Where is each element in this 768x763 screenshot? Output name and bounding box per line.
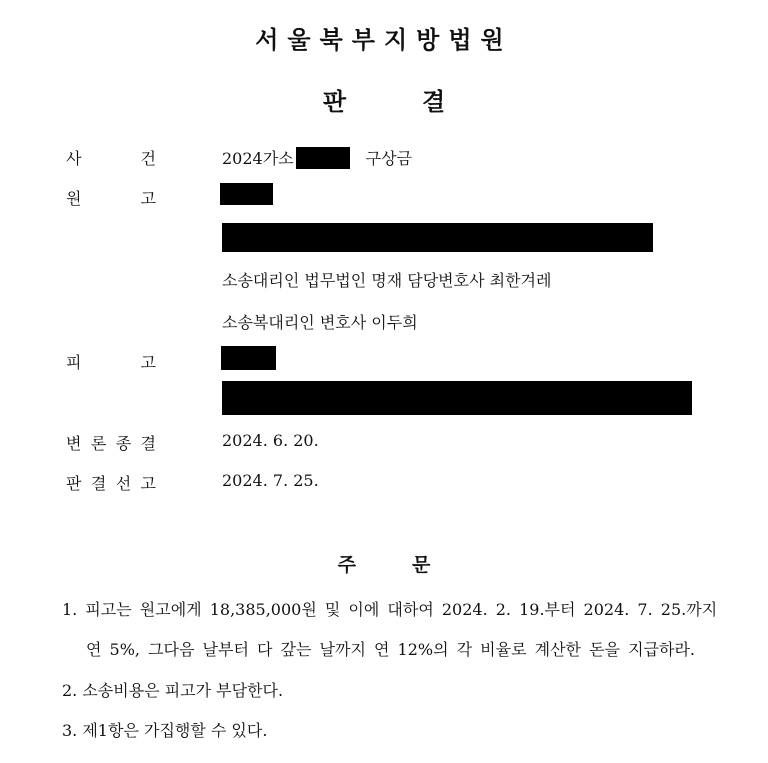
redaction-box (296, 147, 350, 169)
order-item-1-continued: 연 5%, 그다음 날부터 다 갚는 날까지 연 12%의 각 비율로 계산한 돈을 지급하라. (86, 640, 696, 659)
order-title: 주 문 (337, 554, 431, 576)
plaintiff-label: 원 고 (66, 189, 156, 208)
hearing-end-label: 변 론 종 결 (66, 434, 156, 453)
redaction-box (220, 183, 273, 205)
plaintiff-counsel: 소송대리인 법무법인 명재 담당변호사 최한겨레 (222, 271, 552, 290)
order-item-2: 2. 소송비용은 피고가 부담한다. (62, 681, 284, 700)
document-title-char: 결 (422, 88, 446, 116)
judgment-date: 2024. 7. 25. (222, 471, 319, 490)
case-number (222, 146, 412, 169)
hearing-end-date: 2024. 6. 20. (222, 431, 319, 450)
order-item-3: 3. 제1항은 가집행할 수 있다. (62, 721, 268, 740)
case-name: 구상금 (365, 149, 413, 168)
case-number-prefix: 2024가소 (222, 149, 294, 168)
plaintiff-sub-counsel: 소송복대리인 변호사 이두희 (222, 313, 418, 332)
redaction-box (222, 381, 692, 415)
document-title (0, 82, 768, 117)
redaction-box (221, 346, 276, 370)
document-title-char: 판 (322, 88, 346, 116)
court-name: 서울북부지방법원 (255, 26, 513, 54)
order-item-1: 1. 피고는 원고에게 18,385,000원 및 이에 대하여 2024. 2. 19.부터 2024. 7. 25.까지 (62, 600, 718, 619)
redaction-box (222, 223, 653, 252)
defendant-label: 피 고 (66, 353, 156, 372)
case-label: 사 건 (66, 149, 156, 168)
judgment-date-label: 판 결 선 고 (66, 474, 156, 493)
